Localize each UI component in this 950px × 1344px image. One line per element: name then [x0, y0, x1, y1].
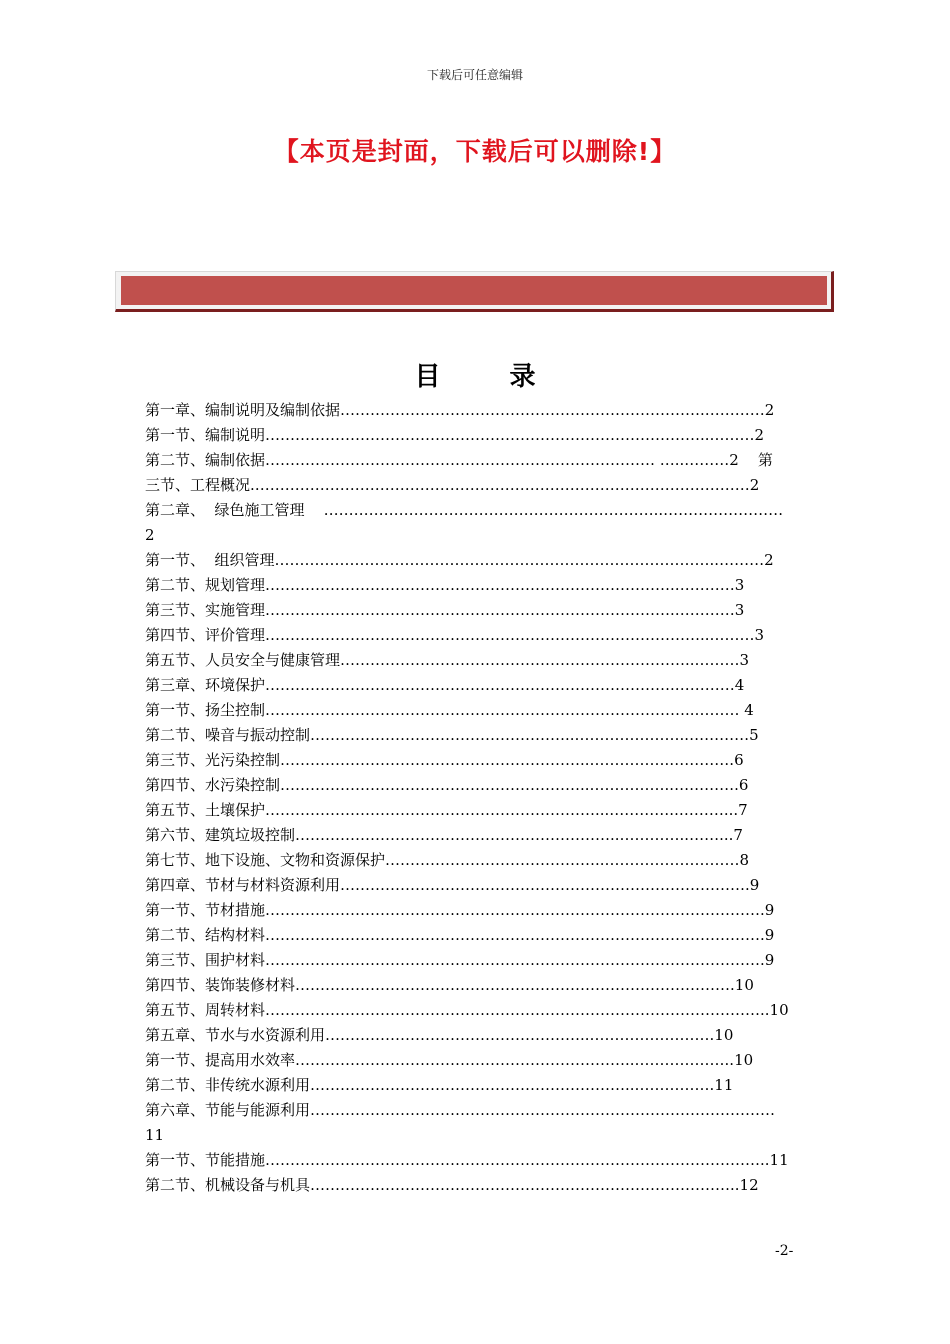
- toc-line: 第六节、建筑垃圾控制………………………………………………………..…………..……...7: [145, 826, 743, 844]
- toc-line: 第一节、节材措施……………………………………………………………………………………….9: [145, 901, 775, 919]
- toc-line: 第三节、实施管理……………………………………………………………………….…………3: [145, 601, 745, 619]
- toc-line: 第五节、周转材料………………………………………………………………………………………..10: [145, 1001, 789, 1019]
- banner-bar: [121, 276, 827, 305]
- toc-line: 第二节、噪音与振动控制……………………………………………..…………………..…………5: [145, 726, 759, 744]
- toc-line: 第二节、非传统水源利用………………………………………………………..…………….11: [145, 1076, 734, 1094]
- toc-line: 第一节、 组织管理……………………………………………………………………………..………2: [145, 551, 774, 569]
- toc-line: 第一节、扬尘控制…………………………………………………………………………..……… 4: [145, 701, 754, 719]
- toc-line: 第一章、编制说明及编制依据……………………………………………………………….…………2: [145, 401, 775, 419]
- toc-line: 2: [145, 526, 155, 544]
- toc-line: 第二节、结构材料……………………………………………………………………………………….9: [145, 926, 775, 944]
- decorative-banner: [115, 271, 834, 312]
- toc-line: 第一节、节能措施………………………………………………………………………………………..11: [145, 1151, 789, 1169]
- cover-notice: 【本页是封面，下载后可以删除!】: [273, 137, 677, 166]
- toc-line: 第四节、评价管理……………………………………………………………………………..………3: [145, 626, 765, 644]
- header-note: 下载后可任意编辑: [426, 68, 523, 82]
- toc-line: 第三章、环境保护……………………………………………………………………….…………4: [145, 676, 745, 694]
- toc-line: 第四节、水污染控制……………………………………………………..……………..………….6: [145, 776, 749, 794]
- toc-line: 11: [145, 1126, 165, 1144]
- toc-line: 第四章、节材与材料资源利用……………………………………………………………………….9: [145, 876, 760, 894]
- toc-line: 第五节、人员安全与健康管理……………………………………………………………..………3: [145, 651, 750, 669]
- toc-line: 三节、工程概况.………………………………………………………………………………………2: [145, 476, 760, 494]
- toc-title: 目 录: [414, 362, 566, 392]
- toc-line: 第二节、机械设备与机具…………………………………………………………………………..12: [145, 1176, 759, 1194]
- toc-line: 第二节、规划管理……………………………………………………………………….…………3: [145, 576, 745, 594]
- toc-line: 第二节、编制依据…………………………………………………………………… …..………2 第: [145, 451, 773, 469]
- toc-line: 第五章、节水与水资源利用……………………………………………..…………………….10: [145, 1026, 734, 1044]
- toc-line: 第五节、土壤保护…………………………………………………………...…………..………...7: [145, 801, 748, 819]
- toc-line: 第四节、装饰装修材料…………………………………………………………………………….10: [145, 976, 754, 994]
- toc-line: 第三节、光污染控制……………………………………………………..…………….………….6: [145, 751, 744, 769]
- toc-line: 第七节、地下设施、文物和资源保护……………………………………..………………………8: [145, 851, 750, 869]
- toc-line: 第一节、提高用水效率…………………………………………………………..………………..10: [145, 1051, 754, 1069]
- toc-line: 第二章、 绿色施工管理 …………………………………………………………..……………………: [145, 501, 784, 519]
- toc-line: 第三节、围护材料……………………………………………………………………………………….9: [145, 951, 775, 969]
- toc-line: 第一节、编制说明……………………………………………………………………………..………2: [145, 426, 765, 444]
- toc-line: 第六章、节能与能源利用…………………………………………………………………………………: [145, 1101, 776, 1119]
- page-number: -2-: [775, 1243, 794, 1259]
